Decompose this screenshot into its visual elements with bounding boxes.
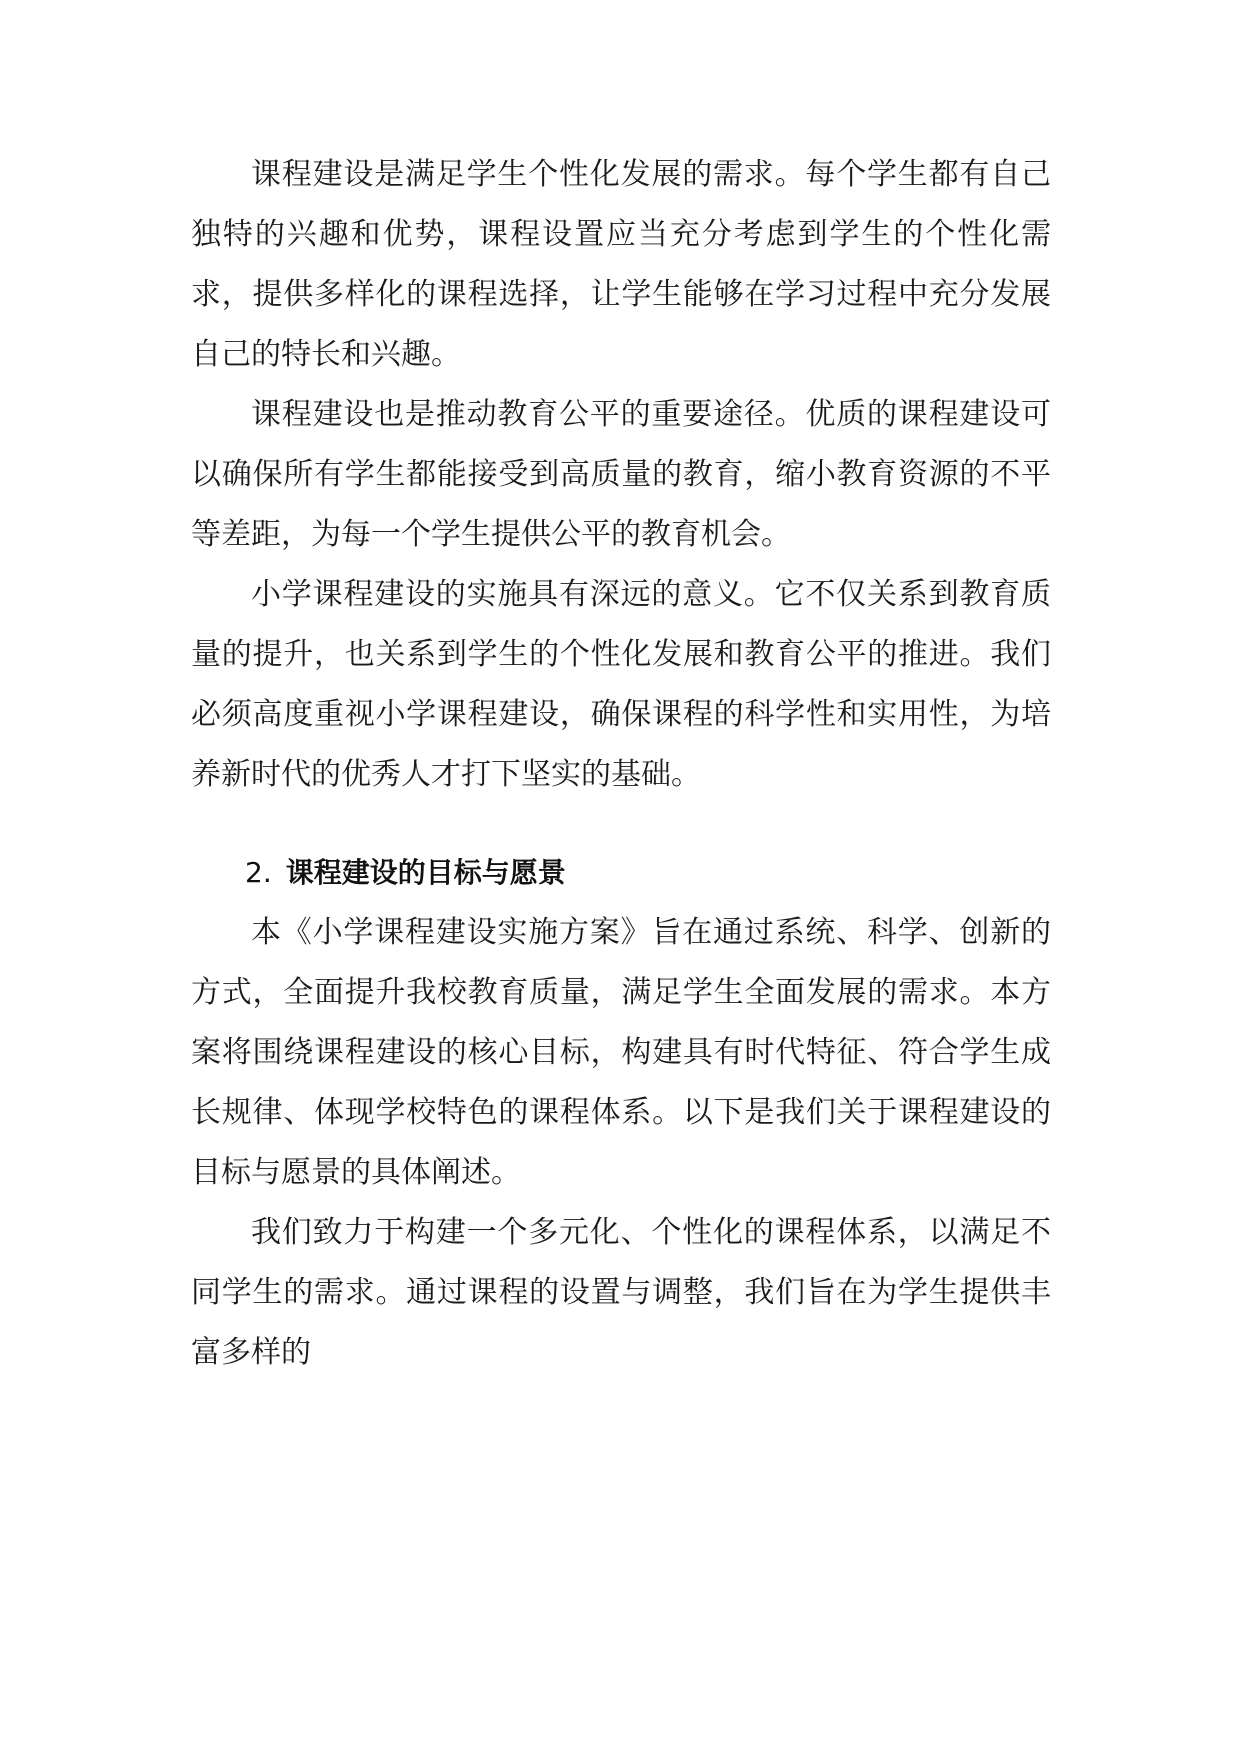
paragraph-plan-overview: 本《小学课程建设实施方案》旨在通过系统、科学、创新的方式，全面提升我校教育质量，满足学生全面发展的需求。本方案将围绕课程建设的核心目标，构建具有时代特征、符合学生成长规律、体现学校特色的课程体系。以下是我们关于课程建设的目标与愿景的具体阐述。 bbox=[191, 915, 1051, 1190]
document-body bbox=[191, 145, 1051, 1383]
section-number: 2. bbox=[245, 856, 272, 889]
paragraph-significance: 小学课程建设的实施具有深远的意义。它不仅关系到教育质量的提升，也关系到学生的个性化发展和教育公平的推进。我们必须高度重视小学课程建设，确保课程的科学性和实用性，为培养新时代的优秀人才打下坚实的基础。 bbox=[191, 577, 1051, 792]
paragraph-personalized-needs: 课程建设是满足学生个性化发展的需求。每个学生都有自己独特的兴趣和优势，课程设置应当充分考虑到学生的个性化需求，提供多样化的课程选择，让学生能够在学习过程中充分发展自己的特长和兴趣。 bbox=[191, 157, 1051, 372]
paragraph-education-equity: 课程建设也是推动教育公平的重要途径。优质的课程建设可以确保所有学生都能接受到高质量的教育，缩小教育资源的不平等差距，为每一个学生提供公平的教育机会。 bbox=[191, 397, 1051, 552]
section-title: 课程建设的目标与愿景 bbox=[285, 856, 566, 889]
paragraph-diverse-curriculum: 我们致力于构建一个多元化、个性化的课程体系，以满足不同学生的需求。通过课程的设置与调整，我们旨在为学生提供丰富多样的 bbox=[191, 1215, 1051, 1370]
section-heading bbox=[191, 843, 1051, 903]
